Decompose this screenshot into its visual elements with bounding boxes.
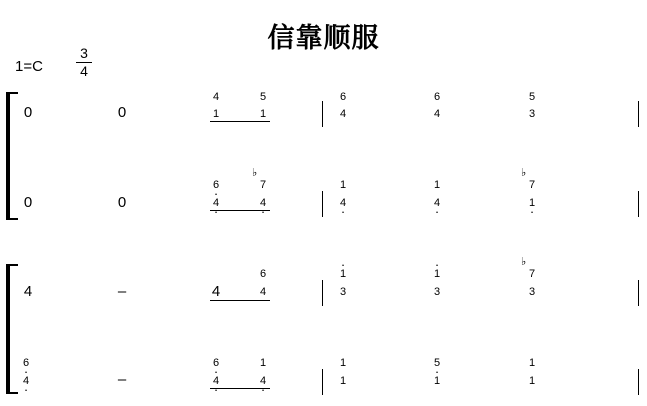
flat-sign: ♭ bbox=[521, 256, 527, 268]
note: 4 · bbox=[210, 375, 222, 387]
system-2-bracket bbox=[6, 264, 10, 394]
note: 4 bbox=[211, 283, 221, 300]
note: 0 bbox=[117, 194, 127, 211]
note: 7 bbox=[528, 268, 536, 280]
note: 4 · bbox=[20, 375, 32, 387]
note: 1 · bbox=[526, 197, 538, 209]
beam bbox=[210, 300, 270, 301]
barline bbox=[638, 280, 639, 306]
system-1-bracket bbox=[6, 92, 10, 220]
dash: – bbox=[117, 371, 127, 388]
barline bbox=[322, 101, 323, 127]
key-signature: 1=C bbox=[15, 58, 43, 75]
note: 1 bbox=[259, 108, 267, 120]
barline bbox=[322, 369, 323, 395]
note: 1 bbox=[528, 357, 536, 369]
note: 4 · bbox=[257, 197, 269, 209]
note: 1 bbox=[433, 179, 441, 191]
note: 3 bbox=[528, 286, 536, 298]
note: 1 bbox=[212, 108, 220, 120]
note: 1 bbox=[339, 375, 347, 387]
barline bbox=[638, 101, 639, 127]
note: 1 bbox=[528, 375, 536, 387]
note: · 1 bbox=[431, 268, 443, 280]
note: 1 bbox=[433, 375, 441, 387]
note: 0 bbox=[23, 194, 33, 211]
note: 6 bbox=[433, 91, 441, 103]
note: 3 bbox=[433, 286, 441, 298]
beam bbox=[210, 210, 270, 211]
beam bbox=[210, 388, 270, 389]
beam bbox=[210, 121, 270, 122]
note: 4 bbox=[433, 108, 441, 120]
note: 7 bbox=[259, 179, 267, 191]
time-signature-denominator: 4 bbox=[76, 62, 92, 80]
note: 4 bbox=[23, 283, 33, 300]
time-signature-numerator: 3 bbox=[80, 45, 88, 61]
note: 6 · bbox=[210, 357, 222, 369]
note: 7 bbox=[528, 179, 536, 191]
note: 5 bbox=[528, 91, 536, 103]
barline bbox=[638, 369, 639, 395]
note: 0 bbox=[117, 104, 127, 121]
note: 4 · bbox=[210, 197, 222, 209]
note: 0 bbox=[23, 104, 33, 121]
note: 6 · bbox=[210, 179, 222, 191]
barline bbox=[322, 280, 323, 306]
note: 5 bbox=[259, 91, 267, 103]
note: 6 bbox=[259, 268, 267, 280]
note: 1 bbox=[339, 357, 347, 369]
note: 4 bbox=[259, 286, 267, 298]
song-title: 信靠顺服 bbox=[267, 23, 380, 54]
note: · 1 bbox=[337, 268, 349, 280]
time-signature bbox=[76, 45, 92, 80]
dash: – bbox=[117, 283, 127, 300]
note: 6 bbox=[339, 91, 347, 103]
note: 1 bbox=[259, 357, 267, 369]
note: 4 · bbox=[431, 197, 443, 209]
flat-sign: ♭ bbox=[252, 167, 258, 179]
note: 4 bbox=[339, 108, 347, 120]
note: 1 bbox=[339, 179, 347, 191]
note: 4 · bbox=[337, 197, 349, 209]
flat-sign: ♭ bbox=[521, 167, 527, 179]
note: 4 bbox=[212, 91, 220, 103]
barline bbox=[638, 191, 639, 217]
note: 3 bbox=[528, 108, 536, 120]
note: 5 · bbox=[431, 357, 443, 369]
note: 4 · bbox=[257, 375, 269, 387]
note: 3 bbox=[339, 286, 347, 298]
note: 6 · bbox=[20, 357, 32, 369]
barline bbox=[322, 191, 323, 217]
